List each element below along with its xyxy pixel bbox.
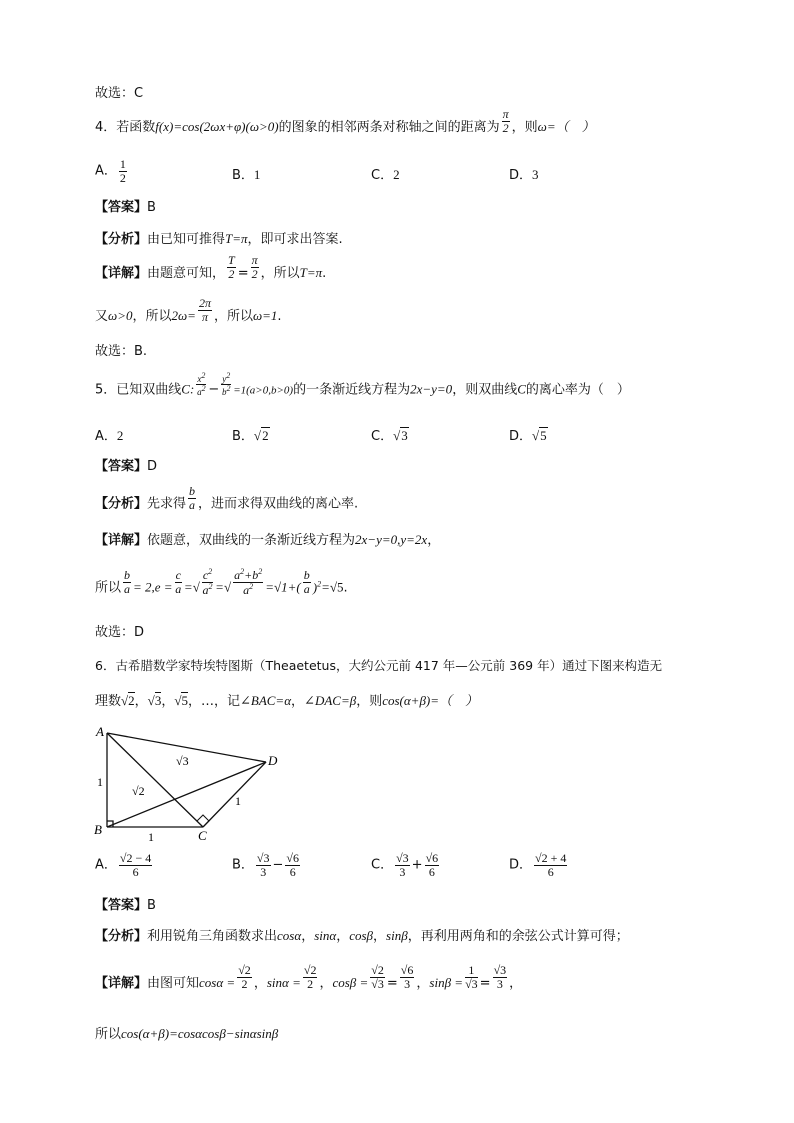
q4-option-b[interactable] <box>232 164 260 183</box>
detail-cosb: cosβ = <box>332 975 369 990</box>
q6-stem-b5: ∠BAC=α <box>239 693 292 708</box>
q6-option-a[interactable] <box>95 852 154 878</box>
frac-den: a <box>189 497 196 512</box>
line2-c: = <box>183 579 193 595</box>
sqrt: √2 <box>253 428 269 443</box>
q6-number: 6． <box>95 658 116 673</box>
analysis-frac <box>188 485 196 511</box>
q6-option-b[interactable]: B． $\frac{√3}{3}$ − $\frac{√6}{6}$ <box>232 851 300 879</box>
q6-last-line <box>95 1027 278 1041</box>
q5-x-frac: $\frac{x^2}{a^2}$ <box>197 371 206 398</box>
q6-stem-b7: ∠DAC=β <box>304 693 357 708</box>
detail-frac2 <box>251 254 259 280</box>
answer-value: D <box>147 459 158 474</box>
line2-c: ，所以 <box>132 309 172 324</box>
line2-a: 所以 <box>95 580 122 596</box>
len-bc: 1 <box>148 830 154 844</box>
prev-choose: 故选：C <box>95 86 144 101</box>
detail-c: T=π <box>299 265 323 280</box>
analysis-f: cosβ <box>349 928 374 943</box>
frac-den: 2 <box>119 170 126 185</box>
option-letter: C． <box>371 429 394 444</box>
answer-tag: 【答案】 <box>95 459 148 474</box>
q5-detail-line2: 所以 $\frac{b}{a}$ = 2,e = $\frac{c}{a}$ =√ $\frac{c^2}{a^2}$ =√ $\frac{a^2+b^2}{a^2}$ =√1+( $\frac{b}{a}$ )$^2$=√5. <box>95 567 348 597</box>
analysis-tag: 【分析】 <box>95 929 148 944</box>
detail-sina: sinα = <box>266 975 301 990</box>
detail-c: ， <box>427 533 441 548</box>
option-letter: D． <box>509 429 533 444</box>
option-text: 2 <box>116 428 124 443</box>
q4-ask: ω=（ ） <box>537 119 595 134</box>
option-letter: D． <box>509 857 533 873</box>
q6-stem-line1 <box>95 660 662 673</box>
detail-cosa: cosα = <box>199 975 236 990</box>
analysis-i: ，再利用两角和的余弦公式计算可得； <box>407 929 629 944</box>
line2-g: . <box>343 580 348 596</box>
ca-frac: $\frac{c}{a}$ <box>175 568 182 596</box>
analysis-c: ， <box>301 929 315 944</box>
analysis-b: ，进而求得双曲线的离心率. <box>198 496 359 512</box>
option-letter: A． <box>95 163 117 179</box>
q5-y-frac: $\frac{y^2}{b^2}$ <box>221 371 231 398</box>
analysis-g: ， <box>373 929 387 944</box>
option-letter: B． <box>232 168 254 183</box>
q5-stem-a: 已知双曲线 <box>116 382 182 398</box>
analysis-b: cosα <box>277 928 302 943</box>
q4-answer <box>95 201 156 214</box>
frac-num: π <box>251 253 258 268</box>
q4-option-d[interactable] <box>509 164 539 183</box>
option-letter: B． <box>232 429 254 444</box>
option-frac-1: $\frac{√3}{3}$ <box>256 851 270 879</box>
q6-answer <box>95 899 156 912</box>
option-letter: D． <box>509 168 533 183</box>
line2-e: = <box>265 579 274 595</box>
answer-value: B <box>147 200 156 215</box>
radicand: 3 <box>401 428 408 443</box>
line2-frac <box>198 297 212 323</box>
q5-detail <box>95 533 440 547</box>
label-b: B <box>94 822 102 837</box>
len-ad: √3 <box>176 754 189 768</box>
q5-number: 5． <box>95 382 117 398</box>
sep: ， <box>509 976 523 991</box>
frac-num: T <box>228 253 235 268</box>
line2-d: = <box>215 579 224 595</box>
answer-tag: 【答案】 <box>95 898 148 913</box>
option-frac: $\frac{√2 + 4}{6}$ <box>535 851 567 879</box>
label-d: D <box>268 753 278 768</box>
sep: ， <box>319 976 333 991</box>
q6-option-d[interactable] <box>509 852 569 878</box>
detail-tag: 【详解】 <box>95 266 148 281</box>
line2-f: ω=1 <box>252 308 278 323</box>
frac-den: π <box>201 310 208 324</box>
q6-figure <box>90 722 290 847</box>
q4-option-c[interactable] <box>371 164 400 183</box>
label-c: C <box>198 828 207 843</box>
q4-choose: 故选：B. <box>95 344 148 359</box>
ba2-frac: $\frac{b}{a}$ <box>303 568 310 596</box>
frac-den: 2 <box>251 267 258 281</box>
q5-curve: C <box>181 381 190 397</box>
analysis-eq: T=π <box>225 231 248 246</box>
q4-stem <box>95 107 595 135</box>
last-b: cos(α+β)=cosαcosβ−sinαsinβ <box>121 1026 279 1041</box>
sqrt: √3 <box>393 428 408 443</box>
analysis-tag: 【分析】 <box>95 232 148 247</box>
q4-analysis <box>95 232 343 246</box>
option-letter: B． <box>232 857 254 873</box>
detail-a: 依题意，双曲线的一条渐近线方程为 <box>147 533 356 548</box>
len-ab: 1 <box>97 775 103 789</box>
q6-stem-b2: ， <box>134 694 148 709</box>
segment-bd <box>107 762 266 827</box>
detail-b: ，所以 <box>260 266 300 281</box>
q4-func: f(x)=cos(2ωx+φ)(ω>0) <box>155 119 279 134</box>
q4-dist-den: 2 <box>502 121 509 135</box>
q4-option-a-frac <box>119 158 127 184</box>
option-frac-2: $\frac{√6}{6}$ <box>425 851 439 879</box>
segment-ac <box>107 733 203 827</box>
cosb-frac-1: $\frac{√2}{√3}$ <box>371 963 384 991</box>
q6-stem-b4: ，…，记 <box>187 694 240 709</box>
q5-stem-c: ，则双曲线 <box>452 382 518 398</box>
analysis-tag: 【分析】 <box>95 496 148 512</box>
analysis-b: ，即可求出答案. <box>247 232 343 247</box>
sep: ， <box>253 976 267 991</box>
sqrt: √5 <box>532 428 547 443</box>
label-a: A <box>96 724 104 739</box>
option-letter: A． <box>95 429 117 444</box>
radicand: 5 <box>540 428 547 443</box>
q6-stem-b8: ，则 <box>356 694 383 709</box>
frac-num: 2π <box>198 296 211 311</box>
detail-a: 由题意可知， <box>147 266 226 281</box>
analysis-a: 由已知可推得 <box>147 232 226 247</box>
sinb-frac-2: $\frac{√3}{3}$ <box>493 963 507 991</box>
sinb-frac-1: $\frac{1}{√3}$ <box>465 963 478 991</box>
q6-stem-b1: 理数 <box>95 694 122 709</box>
len-ac: √2 <box>132 784 145 798</box>
q6-stem-line2: 理数√2，√3，√5，…，记∠BAC=α，∠DAC=β，则cos(α+β)=（ ） <box>95 693 479 709</box>
detail-d: . <box>322 266 327 281</box>
analysis-a: 先求得 <box>147 496 187 512</box>
radicand: 2 <box>262 428 269 443</box>
q6-stem-b9: cos(α+β)=（ ） <box>382 693 479 708</box>
option-text: 1 <box>253 167 261 182</box>
detail-frac1 <box>227 254 236 280</box>
detail-sinb: sinβ = <box>429 975 464 990</box>
q6-stem-b3: ， <box>161 694 175 709</box>
ba-frac: $\frac{b}{a}$ <box>124 568 131 596</box>
option-letter: C． <box>371 168 394 183</box>
q5-option-c[interactable] <box>371 425 409 444</box>
frac-num: 1 <box>119 157 126 171</box>
q5-analysis <box>95 484 359 512</box>
q6-stem-a: 古希腊数学家特埃特图斯（Theaetetus，大约公元前 417 年—公元前 369 年）通过下图来构造无 <box>115 658 663 673</box>
analysis-a: 利用锐角三角函数求出 <box>147 929 278 944</box>
q5-stem-d: C <box>517 381 526 397</box>
q5-stem: 5．已知双曲线C: $\frac{x^2}{a^2}$ − $\frac{y^2}{b^2}$ =1(a>0,b>0)的一条渐近线方程为2x−y=0，则双曲线C的离心率为（ ） <box>95 371 630 398</box>
q4-number: 4． <box>95 120 117 135</box>
answer-value: B <box>147 898 156 913</box>
detail-tag: 【详解】 <box>95 533 148 548</box>
detail-b: 2x−y=0,y=2x <box>355 532 428 547</box>
q6-analysis <box>95 929 629 943</box>
q4-dist-num: π <box>502 107 509 122</box>
cosb-frac-2: $\frac{√6}{3}$ <box>400 963 414 991</box>
c2a2-frac: $\frac{c^2}{a^2}$ <box>202 567 213 597</box>
option-frac-2: $\frac{√6}{6}$ <box>286 851 300 879</box>
option-letter: C． <box>371 857 394 873</box>
q5-curve-tail: =1(a>0,b>0) <box>233 384 294 397</box>
q5-stem-b: 的一条渐近线方程为 <box>293 382 411 398</box>
q4-option-a[interactable] <box>95 158 129 184</box>
q4-stem-c: ，则 <box>511 120 538 135</box>
detail-a: 由图可知 <box>147 976 200 991</box>
frac-den: 2 <box>228 267 235 281</box>
right-angle-c <box>197 815 209 827</box>
analysis-d: sinα <box>314 928 337 943</box>
option-frac-1: $\frac{√3}{3}$ <box>396 851 409 879</box>
q5-stem-e: 的离心率为（ ） <box>525 382 630 398</box>
a2b2-frac: $\frac{a^2+b^2}{a^2}$ <box>234 567 263 597</box>
q6-option-c[interactable]: C． $\frac{√3}{3}$ + $\frac{√6}{6}$ <box>371 851 439 879</box>
q5-asym: 2x−y=0 <box>410 381 453 397</box>
line2-e: ，所以 <box>213 309 253 324</box>
line2-b: ω>0 <box>108 308 133 323</box>
sep: ， <box>416 976 430 991</box>
line2-f: = <box>321 579 330 595</box>
q5-option-a[interactable] <box>95 425 123 444</box>
option-frac: $\frac{√2 - 4}{6}$ <box>119 851 152 879</box>
last-a: 所以 <box>95 1027 122 1042</box>
q6-stem-b6: ， <box>291 694 305 709</box>
q4-detail <box>95 253 327 281</box>
q5-option-d[interactable] <box>509 425 548 444</box>
q5-answer <box>95 460 157 473</box>
len-cd: 1 <box>235 794 241 808</box>
analysis-e: ， <box>336 929 350 944</box>
line2-b: = 2,e = <box>133 579 173 595</box>
line2-d: 2ω= <box>171 308 196 323</box>
detail-tag: 【详解】 <box>95 976 148 991</box>
line2-g: . <box>277 309 282 324</box>
q5-choose: 故选：D <box>95 625 145 640</box>
q5-option-b[interactable] <box>232 425 270 444</box>
frac-num: b <box>189 484 196 498</box>
q4-stem-a: 若函数 <box>116 120 156 135</box>
q4-stem-b: 的图象的相邻两条对称轴之间的距离为 <box>278 120 500 135</box>
line2-a: 又 <box>95 309 109 324</box>
answer-tag: 【答案】 <box>95 200 148 215</box>
q4-dist-frac <box>502 108 510 134</box>
analysis-h: sinβ <box>386 928 408 943</box>
option-letter: A． <box>95 857 117 873</box>
q6-detail: 【详解】由图可知cosα = $\frac{√2}{2}$ ，sinα = $\frac{√2}{2}$ ，cosβ = $\frac{√2}{√3}$ = $\frac{√6}{3}$ ，sinβ = $\frac{1}{√3}$ = $\frac{√3}{3}$ ， <box>95 963 523 991</box>
option-text: 2 <box>393 167 400 182</box>
option-text: 3 <box>532 167 539 182</box>
cosa-frac: $\frac{√2}{2}$ <box>238 963 251 991</box>
detail-eq: = <box>237 266 249 281</box>
sina-frac: $\frac{√2}{2}$ <box>303 963 317 991</box>
